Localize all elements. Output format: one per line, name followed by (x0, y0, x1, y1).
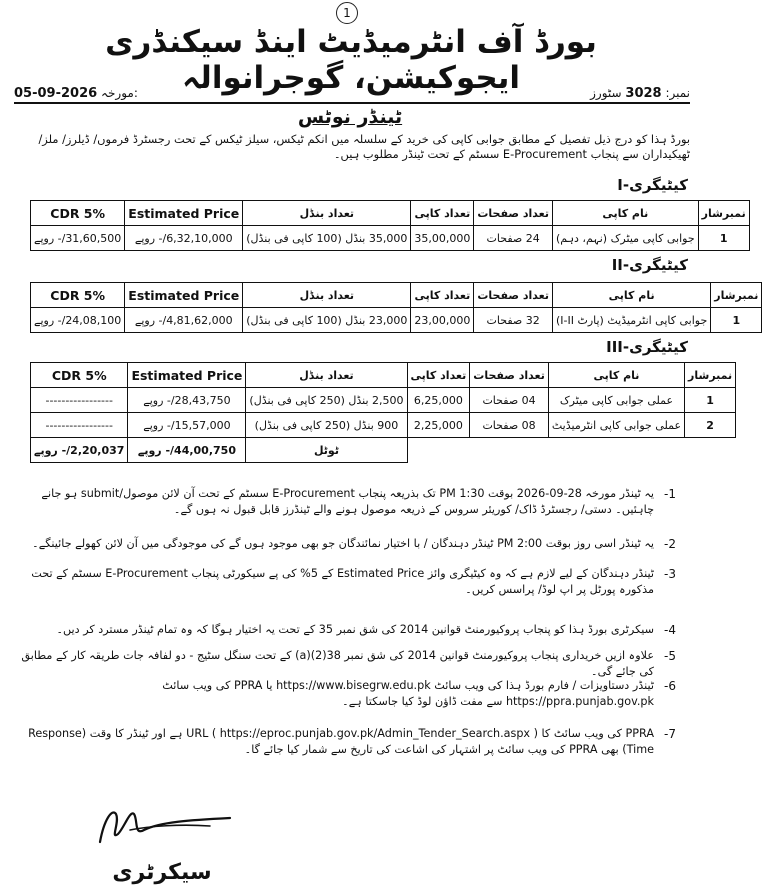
cell-name: عملی جوابی کاپی انٹرمیڈیٹ (548, 413, 684, 438)
instruction-item (14, 566, 690, 600)
cell-name: جوابی کاپی انٹرمیڈیٹ (پارٹ I-II) (552, 308, 710, 333)
instruction-text: ٹینڈر دہندگان کے لیے لازم ہے کہ وہ کیٹیگری وائز Estimated Price کے 5% کی پے سیکورٹی پنجاب E-Procurement سسٹم کے تحت مذکورہ پورٹل پر اپ لوڈ/ پراسس کریں۔ (31, 567, 654, 596)
instruction-text: یہ ٹینڈر اسی روز بوقت 2:00 PM ٹینڈر دہندگان / با اختیار نمائندگان جو بھی موجود ہوں گے کی موجودگی میں آن لائن کھولے جائینگے۔ (32, 537, 654, 550)
cell-name: جوابی کاپی میٹرک (نہم، دہم) (552, 226, 698, 251)
instruction-number: -3 (664, 567, 676, 581)
cell-pages: 32 صفحات (474, 308, 553, 333)
table-total-row (31, 438, 736, 463)
cell-copies: 35,00,000 (411, 226, 474, 251)
col-copies: تعداد کاپی (411, 283, 474, 308)
ref-label: نمبر: (665, 86, 690, 100)
cell-pages: 24 صفحات (474, 226, 553, 251)
instruction-number: -7 (664, 727, 676, 741)
cell-copies: 2,25,000 (407, 413, 470, 438)
col-pages: تعداد صفحات (474, 201, 553, 226)
instruction-text: علاوہ ازیں خریداری پنجاب پروکیورمنٹ قوانین 2014 کی شق نمبر 38(2)(a) کے تحت سنگل سٹیج - دو لفافہ جات طریقہ کار کے مطابق کی جائے گی۔ (21, 649, 654, 678)
cell-copies: 6,25,000 (407, 388, 470, 413)
table-row (31, 308, 762, 333)
category-2-label: کیٹیگری-II (611, 256, 688, 274)
category-2-table (30, 282, 762, 333)
cell-cdr: ----------------- (31, 388, 128, 413)
cell-serial: 1 (711, 308, 762, 333)
date-label: مورخہ: (100, 86, 138, 100)
total-cdr: 2,20,037/- روپے (31, 438, 128, 463)
col-pages: تعداد صفحات (470, 363, 549, 388)
cell-serial: 1 (685, 388, 736, 413)
table-row (31, 226, 750, 251)
instruction-item (14, 678, 690, 712)
instruction-text: ٹینڈر دستاویزات / فارم بورڈ ہذا کی ویب سائٹ https://www.bisegrw.edu.pk یا PPRA کی ویب سائٹ https://ppra.punjab.gov.pk سے مفت ڈاؤن لوڈ کیا جاسکتا ہے۔ (162, 679, 654, 708)
cell-cdr: 24,08,100/- روپے (31, 308, 125, 333)
cell-bundles: 2,500 بنڈل (250 کاپی فی بنڈل) (246, 388, 407, 413)
total-label: ٹوٹل (246, 438, 407, 463)
ref-suffix: سٹورز (590, 86, 622, 100)
cell-price: 4,81,62,000/- روپے (125, 308, 243, 333)
col-serial: نمبرشار (685, 363, 736, 388)
category-1-label: کیٹیگری-I (617, 176, 688, 194)
table-row (31, 388, 736, 413)
col-name: نام کاپی (552, 283, 710, 308)
date-value: 05-09-2026 (14, 86, 98, 101)
intro-paragraph: بورڈ ہذا کو درج ذیل تفصیل کے مطابق جوابی کاپی کی خرید کے سلسلہ میں انکم ٹیکس، سیلز ٹیکس کے تحت رجسٹرڈ فرموں/ ڈیلرز/ ملز/ ٹھیکیداران سے پنجاب E-Procurement سسٹم کے تحت ٹینڈر مطلوب ہیں۔ (38, 132, 690, 161)
instruction-number: -5 (664, 649, 676, 663)
instruction-number: -6 (664, 679, 676, 693)
col-name: نام کاپی (552, 201, 698, 226)
signature-title: سیکرٹری (112, 860, 212, 885)
cell-bundles: 35,000 بنڈل (100 کاپی فی بنڈل) (243, 226, 411, 251)
instruction-text: سیکرٹری بورڈ ہذا کو پنجاب پروکیورمنٹ قوانین 2014 کی شق نمبر 35 کے تحت یہ اختیار ہوگا کہ وہ تمام ٹینڈر مسترد کر دیں۔ (56, 623, 654, 636)
total-spacer (407, 438, 736, 463)
cell-pages: 04 صفحات (470, 388, 549, 413)
instruction-item (14, 486, 690, 520)
col-bundles: تعداد بنڈل (243, 201, 411, 226)
col-cdr: CDR 5% (31, 201, 125, 226)
table-header-row (31, 283, 762, 308)
notice-date (14, 86, 244, 101)
total-price: 44,00,750/- روپے (128, 438, 246, 463)
cell-price: 6,32,10,000/- روپے (125, 226, 243, 251)
cell-bundles: 23,000 بنڈل (100 کاپی فی بنڈل) (243, 308, 411, 333)
notice-title: ٹینڈر نوٹس (297, 106, 403, 128)
instruction-item (14, 648, 690, 682)
col-cdr: CDR 5% (31, 363, 128, 388)
instruction-item (14, 726, 690, 760)
cell-serial: 2 (685, 413, 736, 438)
reference-number (480, 86, 690, 101)
cell-serial: 1 (698, 226, 749, 251)
instruction-text: یہ ٹینڈر مورخہ 28-09-2026 بوقت 1:30 PM تک بذریعہ پنجاب E-Procurement سسٹم کے تحت آن لائن موصول/submit ہو جانے چاہئیں۔ دستی/ رجسٹرڈ ڈاک/ کوریئر سروس کے ذریعہ موصول ہونے والے ٹینڈرز قابل قبول نہ ہوں گے۔ (41, 487, 654, 516)
header-divider (14, 102, 690, 104)
col-bundles: تعداد بنڈل (246, 363, 407, 388)
cell-bundles: 900 بنڈل (250 کاپی فی بنڈل) (246, 413, 407, 438)
cell-cdr: ----------------- (31, 413, 128, 438)
col-price: Estimated Price (125, 201, 243, 226)
table-header-row (31, 363, 736, 388)
col-serial: نمبرشار (698, 201, 749, 226)
instruction-item (14, 536, 690, 570)
category-1-table (30, 200, 750, 251)
cell-price: 28,43,750/- روپے (128, 388, 246, 413)
category-3-table (30, 362, 736, 463)
instruction-number: -2 (664, 537, 676, 551)
cell-cdr: 31,60,500/- روپے (31, 226, 125, 251)
table-header-row (31, 201, 750, 226)
col-price: Estimated Price (128, 363, 246, 388)
instruction-number: -1 (664, 487, 676, 501)
cell-name: عملی جوابی کاپی میٹرک (548, 388, 684, 413)
ref-number: 3028 (625, 86, 662, 101)
col-name: نام کاپی (548, 363, 684, 388)
cell-pages: 08 صفحات (470, 413, 549, 438)
col-copies: تعداد کاپی (407, 363, 470, 388)
cell-price: 15,57,000/- روپے (128, 413, 246, 438)
col-serial: نمبرشار (711, 283, 762, 308)
instruction-text: PPRA کی ویب سائٹ کا URL ( https://eproc.punjab.gov.pk/Admin_Tender_Search.aspx ) ہے اور ٹینڈر کا وقت (Response Time) بھی PPRA کی ویب سائٹ پر اشتہار کی اشاعت کی تاریخ سے شمار کیا جائے گا۔ (28, 727, 654, 756)
col-bundles: تعداد بنڈل (243, 283, 411, 308)
signature (90, 800, 240, 850)
page-number: 1 (336, 2, 358, 24)
category-3-label: کیٹیگری-III (606, 338, 688, 356)
col-pages: تعداد صفحات (474, 283, 553, 308)
cell-copies: 23,00,000 (411, 308, 474, 333)
instruction-number: -4 (664, 623, 676, 637)
col-copies: تعداد کاپی (411, 201, 474, 226)
board-name-heading: بورڈ آف انٹرمیڈیٹ اینڈ سیکنڈری ایجوکیشن، گوجرانوالہ (105, 24, 597, 96)
col-cdr: CDR 5% (31, 283, 125, 308)
col-price: Estimated Price (125, 283, 243, 308)
table-row (31, 413, 736, 438)
